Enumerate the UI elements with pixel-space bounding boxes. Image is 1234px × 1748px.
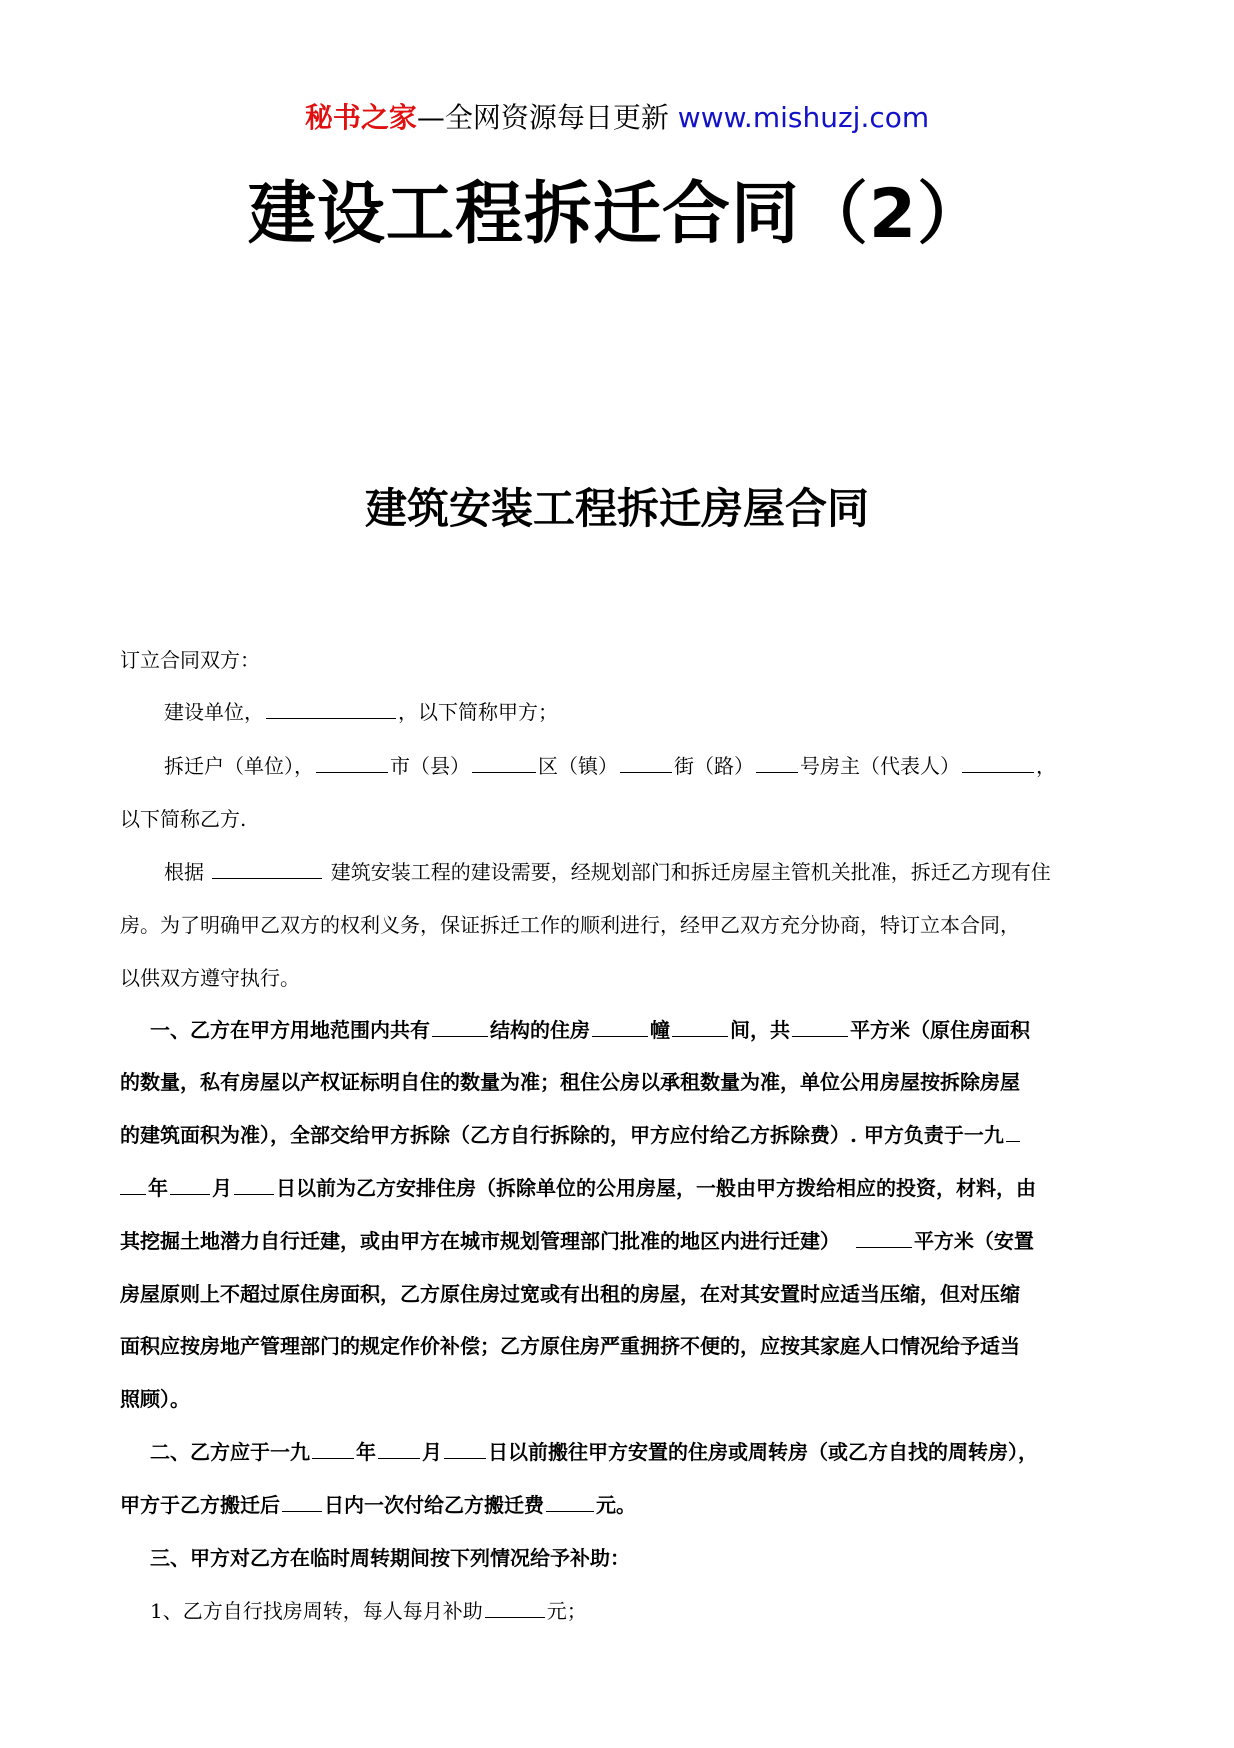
blank-field [1006, 1123, 1020, 1142]
site-banner [0, 96, 1234, 136]
basis-line-2: 房。为了明确甲乙双方的权利义务，保证拆迁工作的顺利进行，经甲乙双方充分协商，特订立本合同， [120, 913, 1020, 937]
clause-3-item-1: 1、乙方自行找房周转，每人每月补助 元； [150, 1599, 587, 1623]
document-title: 建设工程拆迁合同（2） [247, 175, 987, 254]
blank-field [792, 1018, 848, 1037]
clause-1-line-4: 年 月 日以前为乙方安排住房（拆除单位的公用房屋，一般由甲方拨给相应的投资，材料，由 [120, 1174, 1120, 1202]
blank-field [212, 860, 322, 879]
clause-1-line-2: 的数量，私有房屋以产权证标明自住的数量为准；租住公房以承租数量为准，单位公用房屋按拆除房屋 [120, 1070, 1020, 1094]
blank-field [432, 1018, 488, 1037]
clause-1-line-6: 房屋原则上不超过原住房面积，乙方原住房过宽或有出租的房屋，在对其安置时应适当压缩，但对压缩 [120, 1282, 1020, 1306]
clause-1-line-3: 的建筑面积为准），全部交给甲方拆除（乙方自行拆除的，甲方应付给乙方拆除费）. 甲方负责于一九 [120, 1121, 1120, 1149]
blank-field [620, 754, 672, 773]
clause-3-line-1: 三、甲方对乙方在临时周转期间按下列情况给予补助： [150, 1546, 630, 1570]
basis-line-3: 以供双方遵守执行。 [120, 966, 300, 990]
blank-field [378, 1440, 420, 1459]
blank-field [485, 1599, 545, 1618]
blank-field [316, 754, 388, 773]
blank-field [962, 754, 1034, 773]
blank-field [266, 700, 396, 719]
blank-field [234, 1176, 274, 1195]
banner-brand: 秘书之家 [304, 101, 417, 134]
blank-field [120, 1176, 146, 1195]
blank-field [444, 1440, 486, 1459]
blank-field [592, 1018, 648, 1037]
clause-1-line-1: 一、乙方在甲方用地范围内共有 结构的住房 幢 间，共 平方米（原住房面积 [150, 1018, 1030, 1042]
banner-url-link[interactable]: www.mishuzj.com [677, 101, 930, 134]
blank-field [856, 1229, 912, 1248]
blank-field [546, 1493, 594, 1512]
clause-2-line-1: 二、乙方应于一九 年 月 日以前搬往甲方安置的住房或周转房（或乙方自找的周转房）， [150, 1440, 1038, 1464]
blank-field [472, 754, 536, 773]
party-b-line-2: 以下简称乙方. [120, 807, 247, 831]
clause-1-line-7: 面积应按房地产管理部门的规定作价补偿；乙方原住房严重拥挤不便的，应按其家庭人口情况给予适当 [120, 1334, 1020, 1358]
blank-field [672, 1018, 728, 1037]
blank-field [282, 1493, 322, 1512]
party-a-line: 建设单位， ，以下简称甲方； [164, 700, 558, 724]
clause-1-line-8: 照顾）。 [120, 1387, 190, 1411]
clause-1-line-5: 其挖掘土地潜力自行迁建，或由甲方在城市规划管理部门批准的地区内进行迁建） 平方米（安置 [120, 1229, 1034, 1253]
contract-subtitle: 建筑安装工程拆迁房屋合同 [364, 484, 869, 533]
blank-field [756, 754, 798, 773]
party-b-line: 拆迁户（单位）， 市（县） 区（镇） 街（路） 号房主（代表人） ， [164, 754, 1056, 778]
clause-2-line-2: 甲方于乙方搬迁后 日内一次付给乙方搬迁费 元。 [120, 1493, 636, 1517]
parties-heading: 订立合同双方： [120, 648, 260, 672]
basis-line-1: 根据 建筑安装工程的建设需要，经规划部门和拆迁房屋主管机关批准，拆迁乙方现有住 [164, 860, 1051, 884]
blank-field [312, 1440, 354, 1459]
banner-slogan: —全网资源每日更新 [416, 101, 669, 134]
blank-field [170, 1176, 210, 1195]
